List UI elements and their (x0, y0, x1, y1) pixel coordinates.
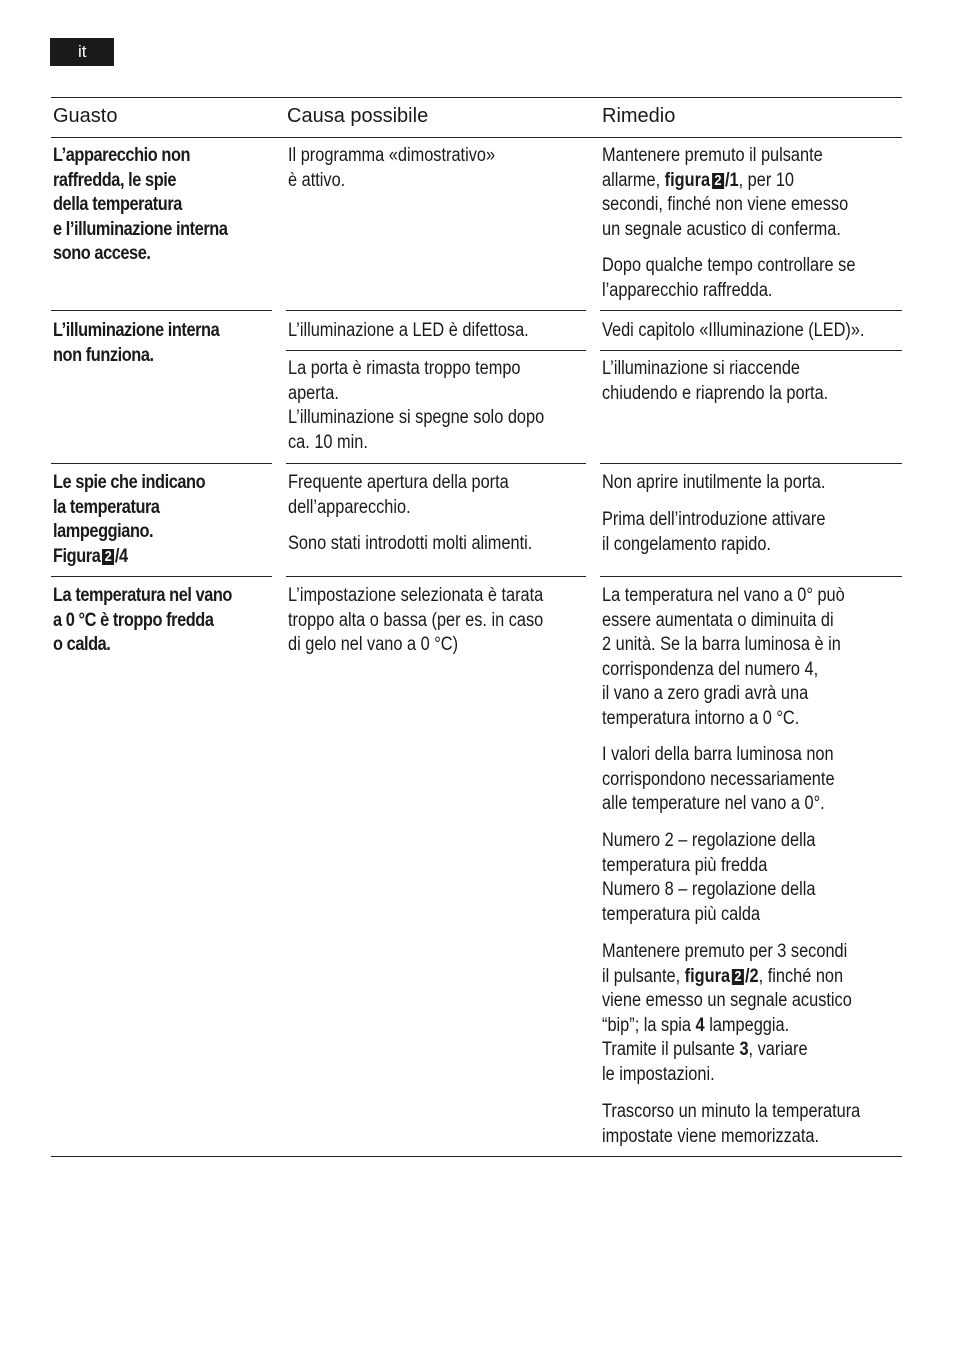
remedy-adjust-units: La temperatura nel vano a 0° può essere aumentata o diminuita di 2 unità. Se la barra luminosa è in corrispondenza del numero 4, il vano a zero gradi avrà una temperatura intorno a 0 °C. (602, 585, 845, 729)
cause-setting-wrong: L’impostazione selezionata è tarata troppo alta o bassa (per es. in caso di gelo nel vano a 0 °C) (288, 585, 544, 655)
row-divider (51, 310, 272, 311)
cause-led-defective: L’illuminazione a LED è difettosa. (288, 320, 529, 341)
row-divider (51, 576, 272, 577)
figure-number-icon: 2 (732, 969, 744, 985)
remedy-bar-values: I valori della barra luminosa non corrispondono necessariamente alle temperature nel vano a 0°. (602, 744, 835, 814)
row-divider (600, 576, 902, 577)
row-divider (600, 350, 902, 351)
fault-lights-blinking: Le spie che indicano la temperatura lampeggiano. Figura 2 /4 (53, 472, 206, 567)
row-divider (286, 576, 586, 577)
row-divider (286, 350, 586, 351)
remedy-dont-open: Non aprire inutilmente la porta. (602, 472, 826, 493)
fault-zero-compartment-temp: La temperatura nel vano a 0 °C è troppo fredda o calda. (53, 585, 232, 655)
language-badge: it (50, 38, 114, 66)
figure-number-icon: 2 (102, 549, 114, 565)
cause-door-open: La porta è rimasta troppo tempo aperta. L’illuminazione si spegne solo dopo ca. 10 min. (288, 358, 545, 453)
row-divider (600, 463, 902, 464)
row-divider (51, 463, 272, 464)
figure-number-icon: 2 (712, 173, 724, 189)
cause-demo-mode: Il programma «dimostrativo» è attivo. (288, 145, 496, 191)
remedy-hold-button: Mantenere premuto per 3 secondi il pulsante, figura 2 /2, finché non viene emesso un segnale acustico “bip”; la spia 4 lampeggia. Tramite il pulsante 3, variare le impostazioni. (602, 941, 852, 1085)
header-remedy: Rimedio (602, 105, 676, 127)
remedy-see-led-chapter: Vedi capitolo «Illuminazione (LED)». (602, 320, 865, 341)
header-fault: Guasto (53, 105, 118, 127)
row-divider (600, 310, 902, 311)
remedy-fast-freeze: Prima dell’introduzione attivare il congelamento rapido. (602, 509, 826, 555)
table-bottom-rule (51, 1156, 902, 1157)
fault-no-cooling: L’apparecchio non raffredda, le spie della temperatura e l’illuminazione interna sono accese. (53, 145, 228, 264)
remedy-number-meaning: Numero 2 – regolazione della temperatura più fredda Numero 8 – regolazione della temperatura più calda (602, 830, 816, 925)
header-cause: Causa possibile (287, 105, 429, 127)
remedy-memorized: Trascorso un minuto la temperatura impostate viene memorizzata. (602, 1101, 861, 1147)
cause-frequent-opening: Frequente apertura della porta dell’apparecchio. (288, 472, 509, 518)
fault-light-not-working: L’illuminazione interna non funziona. (53, 320, 220, 366)
remedy-check-cooling: Dopo qualche tempo controllare se l’apparecchio raffredda. (602, 255, 856, 301)
remedy-close-reopen-door: L’illuminazione si riaccende chiudendo e riaprendo la porta. (602, 358, 829, 404)
cause-much-food: Sono stati introdotti molti alimenti. (288, 533, 533, 554)
remedy-demo-mode: Mantenere premuto il pulsante allarme, figura 2 /1, per 10 secondi, finché non viene emesso un segnale acustico di conferma. (602, 145, 849, 240)
table-header (51, 97, 902, 138)
row-divider (286, 310, 586, 311)
row-divider (286, 463, 586, 464)
